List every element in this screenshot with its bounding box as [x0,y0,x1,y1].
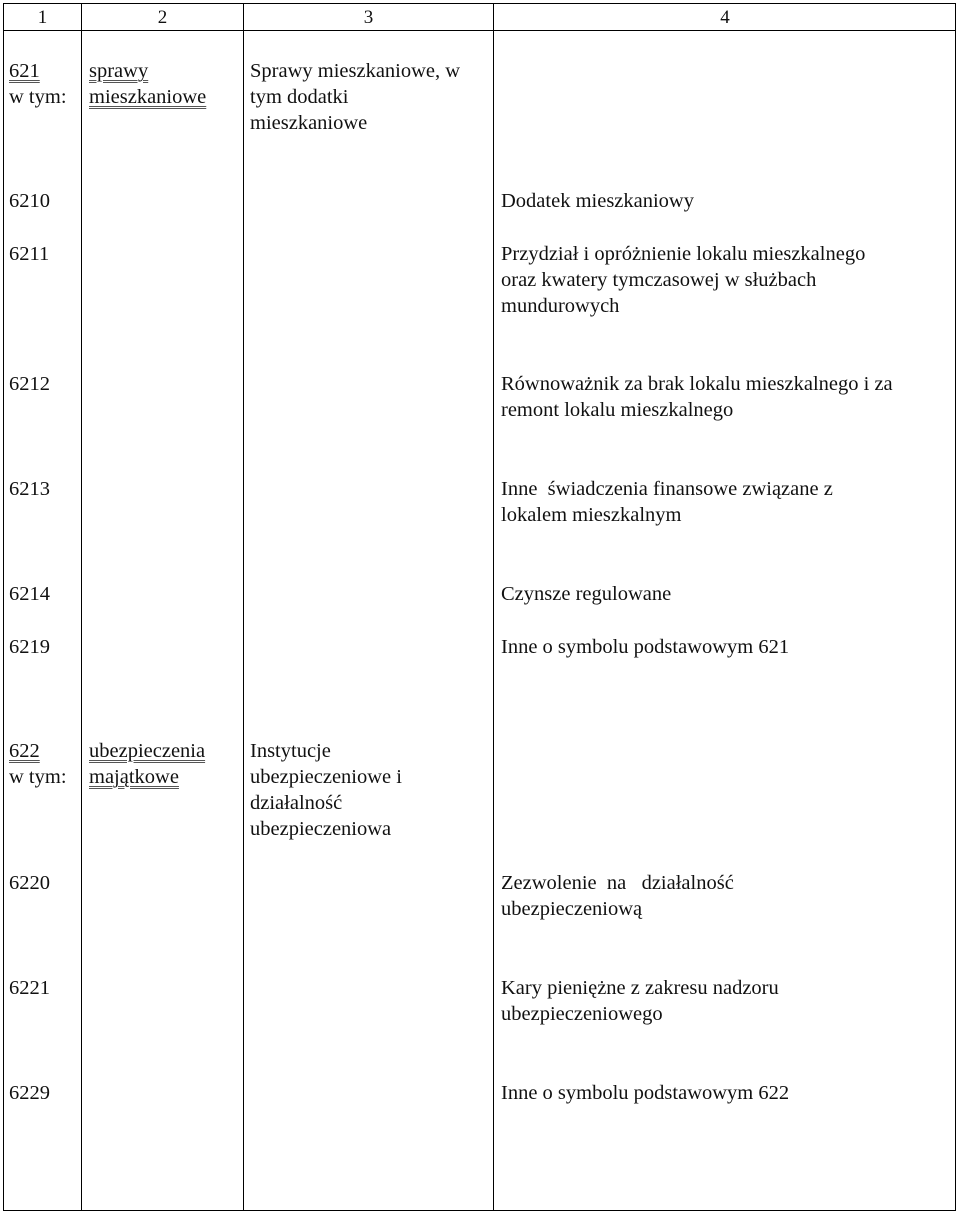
group-description: ubezpieczeniowe i [250,766,402,788]
item-description: remont lokalu mieszkalnego [501,399,734,421]
group-category: ubezpieczenia [89,740,206,762]
group-description: działalność [250,792,343,814]
item-description: Czynsze regulowane [501,583,672,605]
group-code-suffix: w tym: [9,86,67,108]
item-code: 6211 [9,243,50,265]
group-category: sprawy [89,60,149,82]
classification-table [3,3,956,1211]
group-description: Instytucje [250,740,331,762]
item-description: mundurowych [501,295,620,317]
item-description: Inne o symbolu podstawowym 621 [501,636,790,658]
column-divider [243,3,244,1211]
item-code: 6214 [9,583,50,605]
group-description: mieszkaniowe [250,112,368,134]
item-description: Inne o symbolu podstawowym 622 [501,1082,790,1104]
column-header-2: 2 [157,7,168,28]
item-description: Zezwolenie na działalność [501,872,734,894]
item-description: lokalem mieszkalnym [501,504,682,526]
item-code: 6213 [9,478,50,500]
group-description: Sprawy mieszkaniowe, w [250,60,461,82]
item-code: 6212 [9,373,50,395]
column-header-3: 3 [363,7,374,28]
item-description: ubezpieczeniowego [501,1003,663,1025]
item-description: ubezpieczeniową [501,898,643,920]
column-divider [493,3,494,1211]
column-divider [81,3,82,1211]
item-code: 6221 [9,977,50,999]
item-code: 6210 [9,190,50,212]
group-category: majątkowe [89,766,179,788]
header-divider [3,30,956,31]
group-category: mieszkaniowe [89,86,207,108]
item-description: Przydział i opróżnienie lokalu mieszkalnego [501,243,866,265]
item-description: Dodatek mieszkaniowy [501,190,694,212]
item-code: 6229 [9,1082,50,1104]
item-description: Kary pieniężne z zakresu nadzoru [501,977,779,999]
item-description: oraz kwatery tymczasowej w służbach [501,269,817,291]
group-code: 621 [9,60,40,82]
group-code-suffix: w tym: [9,766,67,788]
column-header-4: 4 [720,7,730,28]
item-description: Równoważnik za brak lokalu mieszkalnego i za [501,373,893,395]
column-header-1: 1 [37,7,48,28]
item-code: 6220 [9,872,50,894]
item-description: Inne świadczenia finansowe związane z [501,478,833,500]
group-code: 622 [9,740,40,762]
group-description: ubezpieczeniowa [250,818,392,840]
item-code: 6219 [9,636,50,658]
group-description: tym dodatki [250,86,349,108]
